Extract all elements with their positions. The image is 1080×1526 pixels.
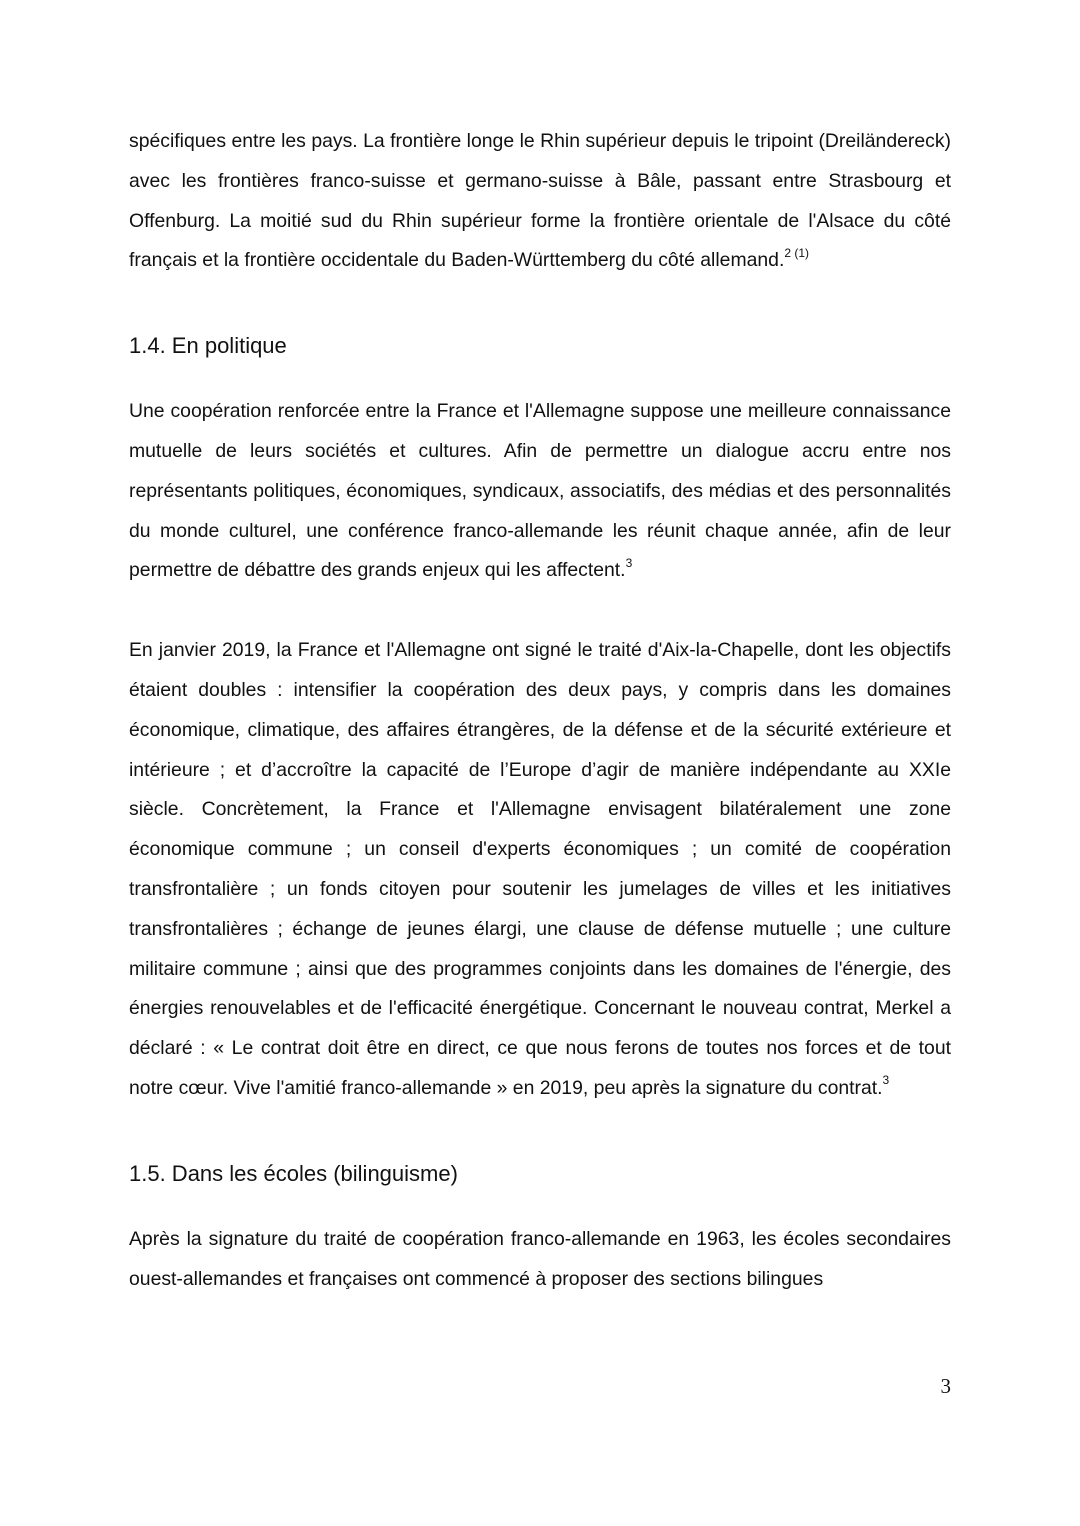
section-heading-ecoles: 1.5. Dans les écoles (bilinguisme) (129, 1160, 458, 1186)
paragraph-text: Après la signature du traité de coopération franco-allemande en 1963, les écoles secondaires ouest-allemandes et françaises ont commencé à proposer des sections bilingues (129, 1227, 951, 1290)
paragraph-text: spécifiques entre les pays. La frontière longe le Rhin supérieur depuis le tripoint (Dreiländereck) avec les frontières franco-suisse et germano-suisse à Bâle, passant entre Strasbourg et Offenburg. La moitié sud du Rhin supérieur forme la frontière orientale de l'Alsace du côté français et la frontière occidentale du Baden-Württemberg du côté allemand. (129, 130, 951, 272)
paragraph-cooperation (129, 392, 951, 591)
section-heading-politique: 1.4. En politique (129, 333, 287, 359)
paragraph-bilingual-schools (129, 1220, 951, 1300)
footnote-reference: 2 (1) (784, 245, 810, 260)
paragraph-aix-la-chapelle-treaty (129, 631, 951, 1109)
page-number: 3 (940, 1374, 951, 1398)
footnote-reference: 3 (625, 555, 633, 570)
footnote-reference: 3 (882, 1073, 890, 1088)
paragraph-text: En janvier 2019, la France et l'Allemagne ont signé le traité d'Aix-la-Chapelle, dont les objectifs étaient doubles : intensifier la coopération des deux pays, y compris dans les domaines économique, climatique, des affaires étrangères, de la défense et de la sécurité extérieure et intérieure ; et d’accroître la capacité de l’Europe d’agir de manière indépendante au XXIe siècle. Concrètement, la France et l'Allemagne envisagent bilatéralement une zone économique commune ; un conseil d'experts économiques ; un comité de coopération transfrontalière ; un fonds citoyen pour soutenir les jumelages de villes et les initiatives transfrontalières ; échange de jeunes élargi, une clause de défense mutuelle ; une culture militaire commune ; ainsi que des programmes conjoints dans les domaines de l'énergie, des énergies renouvelables et de l'efficacité énergétique. Concernant le nouveau contrat, Merkel a déclaré : « Le contrat doit être en direct, ce que nous ferons de toutes nos forces et de tout notre cœur. Vive l'amitié franco-allemande » en 2019, peu après la signature du contrat. (129, 639, 951, 1099)
paragraph-text: Une coopération renforcée entre la France et l'Allemagne suppose une meilleure connaissance mutuelle de leurs sociétés et cultures. Afin de permettre un dialogue accru entre nos représentants politiques, économiques, syndicaux, associatifs, des médias et des personnalités du monde culturel, une conférence franco-allemande les réunit chaque année, afin de leur permettre de débattre des grands enjeux qui les affectent. (129, 400, 951, 582)
document-page (129, 122, 951, 1299)
paragraph-border-geography (129, 122, 951, 281)
